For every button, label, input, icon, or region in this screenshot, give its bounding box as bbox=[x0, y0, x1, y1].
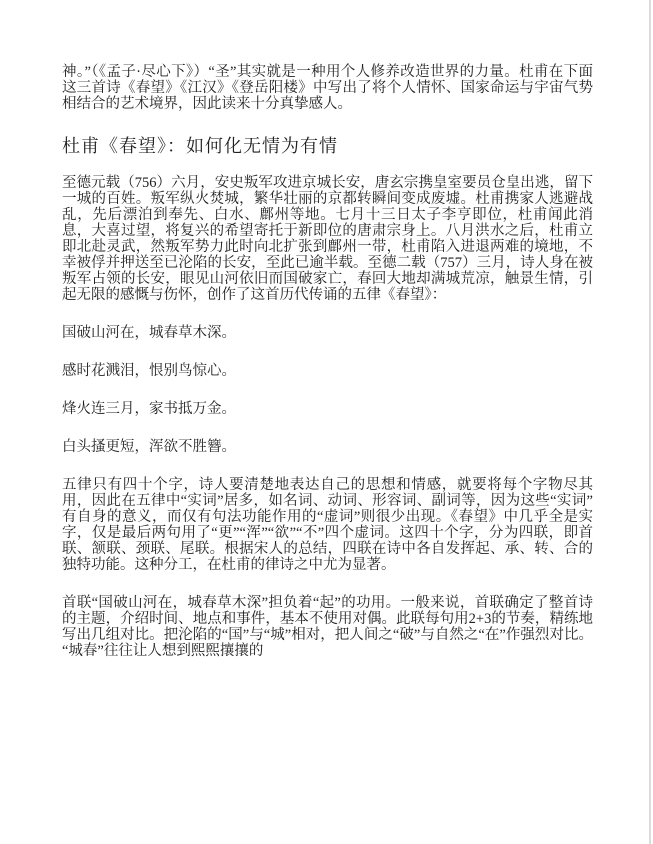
poem-line-4: 白头搔更短，浑欲不胜簪。 bbox=[62, 439, 236, 455]
background-paragraph: 至德元载（756）六月，安史叛军攻进京城长安，唐玄宗携皇室要员仓皇出逃，留下一城的百姓。叛军纵火焚城，繁华壮丽的京都转瞬间变成废墟。杜甫携家人逃避战乱，先后漂泊到奉先、白水、鄜州等地。七月十三日太子李亨即位，杜甫闻此消息，大喜过望，将复兴的希望寄托于新即位的唐肃宗身上。八月洪水之后，杜甫立即北赴灵武，然叛军势力此时向北扩张到鄜州一带，杜甫陷入进退两难的境地，不幸被俘并押送至已沦陷的长安，至此已逾半载。至德二载（757）三月，诗人身在被叛军占领的长安，眼见山河依旧而国破家亡，春回大地却满城荒凉，触景生情，引起无限的感慨与伤怀，创作了这首历代传诵的五律《春望》： bbox=[62, 175, 593, 303]
analysis-paragraph-1: 五律只有四十个字，诗人要清楚地表达自己的思想和情感，就要将每个字物尽其用，因此在五律中“实词”居多，如名词、动词、形容词、副词等，因为这些“实词”有自身的意义，而仅有句法功能作用的“虚词”则很少出现。《春望》中几乎全是实字，仅是最后两句用了“更”“浑”“欲”“不”四个虚词。这四十个字，分为四联，即首联、颔联、颈联、尾联。根据宋人的总结，四联在诗中各自发挥起、承、转、合的独特功能。这种分工，在杜甫的律诗之中尤为显著。 bbox=[62, 477, 593, 573]
poem-line-1: 国破山河在，城春草木深。 bbox=[62, 325, 236, 341]
poem-line-2: 感时花溅泪，恨别鸟惊心。 bbox=[62, 363, 236, 379]
section-heading: 杜甫《春望》：如何化无情为有情 bbox=[62, 136, 338, 156]
analysis-paragraph-2: 首联“国破山河在，城春草木深”担负着“起”的功用。一般来说，首联确定了整首诗的主题，介绍时间、地点和事件，基本不使用对偶。此联每句用2+3的节奏，精练地写出几组对比。把沦陷的“国”与“城”相对，把人间之“破”与自然之“在”作强烈对比。“城春”往往让人想到熙熙攘攘的 bbox=[62, 595, 593, 659]
article-content bbox=[62, 64, 593, 681]
intro-paragraph: 神。”（《孟子·尽心下》）“圣”其实就是一种用个人修养改造世界的力量。杜甫在下面这三首诗《春望》《江汉》《登岳阳楼》中写出了将个人情怀、国家命运与宇宙气势相结合的艺术境界，因此读来十分真挚感人。 bbox=[62, 64, 593, 112]
poem-line-3: 烽火连三月，家书抵万金。 bbox=[62, 401, 236, 417]
page-edge-divider bbox=[649, 0, 651, 844]
